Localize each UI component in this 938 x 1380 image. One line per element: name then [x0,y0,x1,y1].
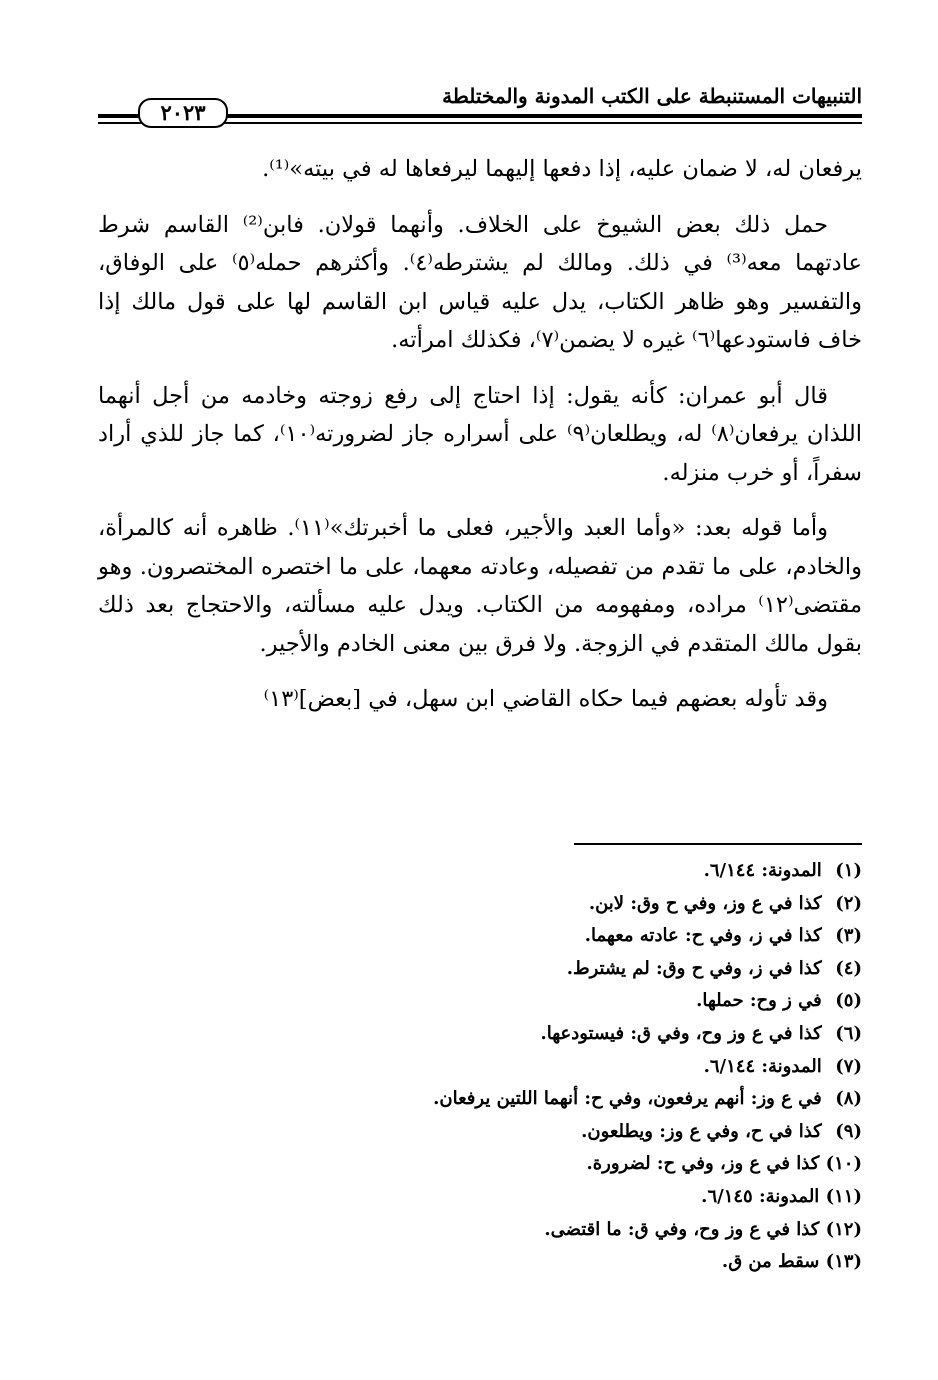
footnote-number: (٨) [835,1088,862,1110]
footnote-number: (٥) [835,990,862,1012]
footnote-text: كذا في ع وز، وفي ح وق: لابن. [588,892,822,914]
footnote-number: (١٣) [825,1251,862,1273]
footnote-text: كذا في ح، وفي ع وز: ويطلعون. [581,1120,822,1142]
page-number-badge: ٢٠٢٣ [138,98,228,128]
paragraph-3: قال أبو عمران: كأنه يقول: إذا احتاج إلى رفع زوجته وخادمه من أجل أنهما اللذان يرفعان⁽٨⁾ له، ويطلعان⁽٩⁾ على أسراره جاز لضرورته⁽١٠⁾، كما جاز للذي أراد سفراً، أو خرب منزله. [98,382,862,486]
footnote-item [98,1214,862,1247]
footnote-item [98,920,862,953]
footnote-number: (١٠) [825,1153,862,1175]
paragraph-2: حمل ذلك بعض الشيوخ على الخلاف. وأنهما قولان. فابن⁽²⁾ القاسم شرط عادتهما معه⁽³⁾ في ذلك. ومالك لم يشترطه⁽٤⁾. وأكثرهم حمله⁽٥⁾ على الوفاق، والتفسير وهو ظاهر الكتاب، يدل عليه قياس ابن القاسم لها على قول مالك إذا خاف فاستودعها⁽٦⁾ غيره لا يضمن⁽٧⁾، فكذلك امرأته. [98,211,862,353]
footnote-text: في ز وح: حملها. [696,990,822,1012]
footnote-number: (٧) [835,1055,862,1077]
footnote-number: (١) [835,860,862,881]
footnote-item [98,1246,862,1279]
footnotes-list [98,855,862,1279]
footnote-item [98,1116,862,1149]
footnote-text: المدونة: ٦/١٤٥. [701,1185,820,1207]
footnote-text: في ع وز: أنهم يرفعون، وفي ح: أنهما اللتين يرفعان. [433,1088,822,1110]
running-title: التنبيهات المستنبطة على الكتب المدونة والمختلطة [442,84,862,108]
footnote-number: (٤) [835,957,862,979]
footnote-number: (١٢) [825,1218,862,1240]
main-text [98,150,862,736]
footnote-text: سقط من ق. [721,1251,820,1273]
paragraph-1: يرفعان له، لا ضمان عليه، إذا دفعها إليهما ليرفعاها له في بيته»⁽¹⁾. [262,156,862,182]
footnote-item [98,855,862,888]
footnote-text: كذا في ع وز وح، وفي ق: فيستودعها. [540,1022,822,1044]
footnote-item [98,1181,862,1214]
footnote-number: (٢) [835,892,862,914]
paragraph-4: وأما قوله بعد: «وأما العبد والأجير، فعلى ما أخبرتك»⁽١١⁾. ظاهره أنه كالمرأة، والخادم، على ما تقدم من تفصيله، وعادته معهما، على ما اختصره المختصرون. وهو مقتضى⁽١٢⁾ مراده، ومفهومه من الكتاب. ويدل عليه مسألته، والاحتجاج بعد ذلك بقول مالك المتقدم في الزوجة. ولا فرق بين معنى الخادم والأجير. [98,515,862,657]
footnote-text: كذا في ز، وفي ح: عادته معهما. [584,925,822,947]
footnote-text: كذا في ع وز، وفي ح: لضرورة. [586,1153,820,1175]
footnote-item [98,888,862,921]
footnote-item [98,985,862,1018]
footnote-item [98,1018,862,1051]
footnote-item [98,1148,862,1181]
footnote-item [98,1051,862,1084]
page-header [98,70,862,130]
footnote-number: (٩) [835,1120,862,1142]
paragraph-5: وقد تأوله بعضهم فيما حكاه القاضي ابن سهل، في [بعض]⁽١٣⁾ [263,686,828,712]
footnote-number: (٣) [835,925,862,947]
footnote-item [98,1083,862,1116]
footnote-text: المدونة: ٦/١٤٤. [703,860,822,881]
footnote-number: (١١) [825,1185,862,1207]
footnote-number: (٦) [835,1022,862,1044]
footnote-text: كذا في ع وز وح، وفي ق: ما اقتضى. [544,1218,820,1240]
footnote-item [98,953,862,986]
footnote-text: كذا في ز، وفي ح وق: لم يشترط. [566,957,822,979]
footnote-separator [574,843,862,845]
footnote-text: المدونة: ٦/١٤٤. [703,1055,822,1077]
